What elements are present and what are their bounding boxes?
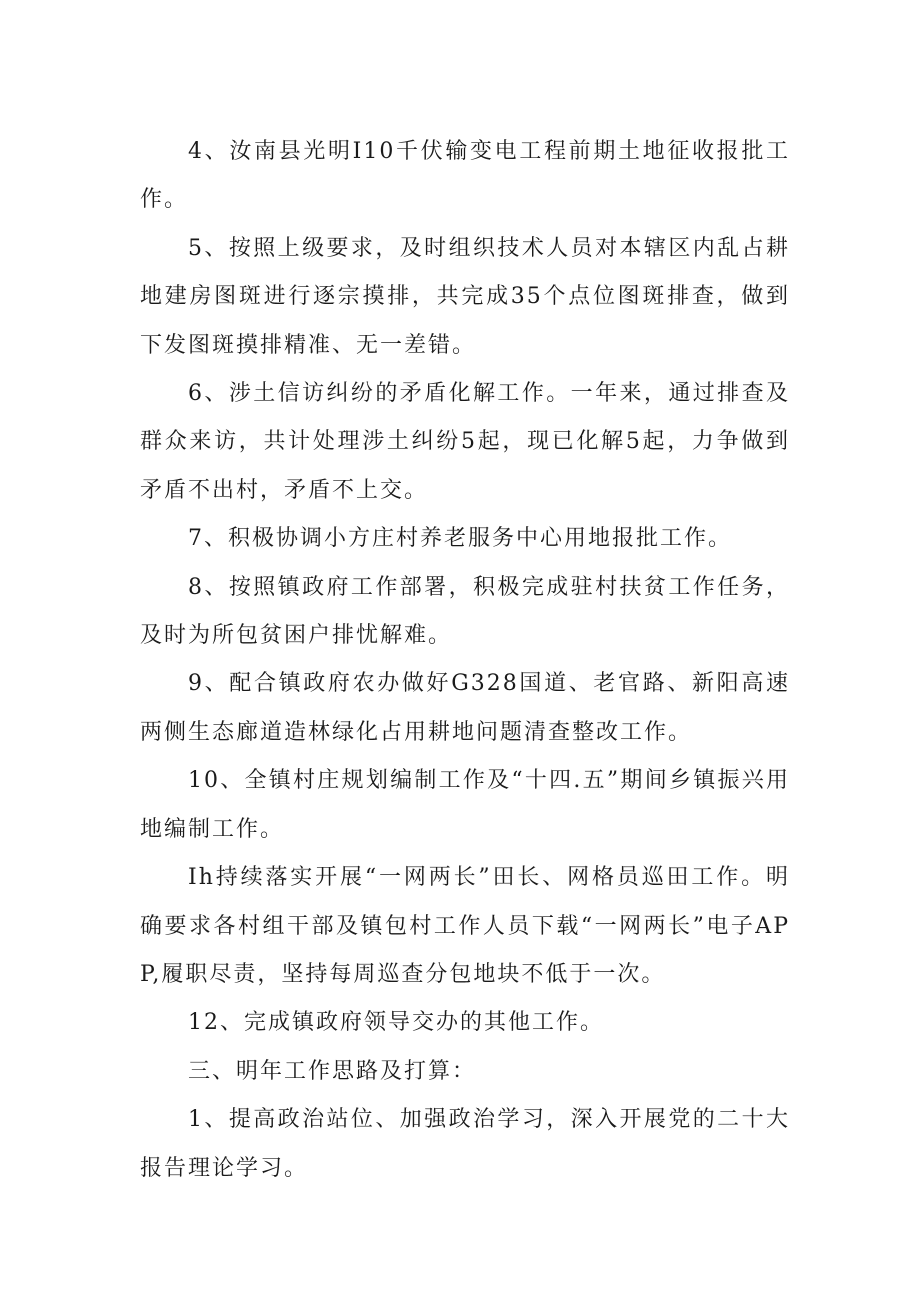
paragraph-item-4: 4、汝南县光明I10千伏输变电工程前期土地征收报批工作。	[140, 139, 790, 213]
paragraph-item-12: 12、完成镇政府领导交办的其他工作。	[188, 1010, 604, 1036]
paragraph-item-9: 9、配合镇政府农办做好G328国道、老官路、新阳高速两侧生态廊道造林绿化占用耕地问题清查整改工作。	[140, 671, 790, 745]
paragraph-item-7: 7、积极协调小方庄村养老服务中心用地报批工作。	[188, 526, 732, 552]
paragraph-item-5: 5、按照上级要求，及时组织技术人员对本辖区内乱占耕地建房图斑进行逐宗摸排，共完成35个点位图斑排查，做到下发图斑摸排精准、无一差错。	[140, 235, 790, 358]
paragraph-item-11: Ih持续落实开展“一网两长”田长、网格员巡田工作。明确要求各村组干部及镇包村工作人员下载“一网两长”电子APP,履职尽责，坚持每周巡查分包地块不低于一次。	[140, 865, 790, 987]
paragraph-item-8: 8、按照镇政府工作部署，积极完成驻村扶贫工作任务，及时为所包贫困户排忧解难。	[140, 574, 790, 649]
document-body	[140, 128, 790, 1193]
paragraph-item-10: 10、全镇村庄规划编制工作及“十四.五”期间乡镇振兴用地编制工作。	[140, 768, 790, 842]
section-heading-3: 三、明年工作思路及打算：	[188, 1058, 477, 1084]
plan-item-1: 1、提高政治站位、加强政治学习，深入开展党的二十大报告理论学习。	[140, 1107, 790, 1181]
paragraph-item-6: 6、涉土信访纠纷的矛盾化解工作。一年来，通过排查及群众来访，共计处理涉土纠纷5起，现已化解5起，力争做到矛盾不出村，矛盾不上交。	[140, 381, 790, 503]
